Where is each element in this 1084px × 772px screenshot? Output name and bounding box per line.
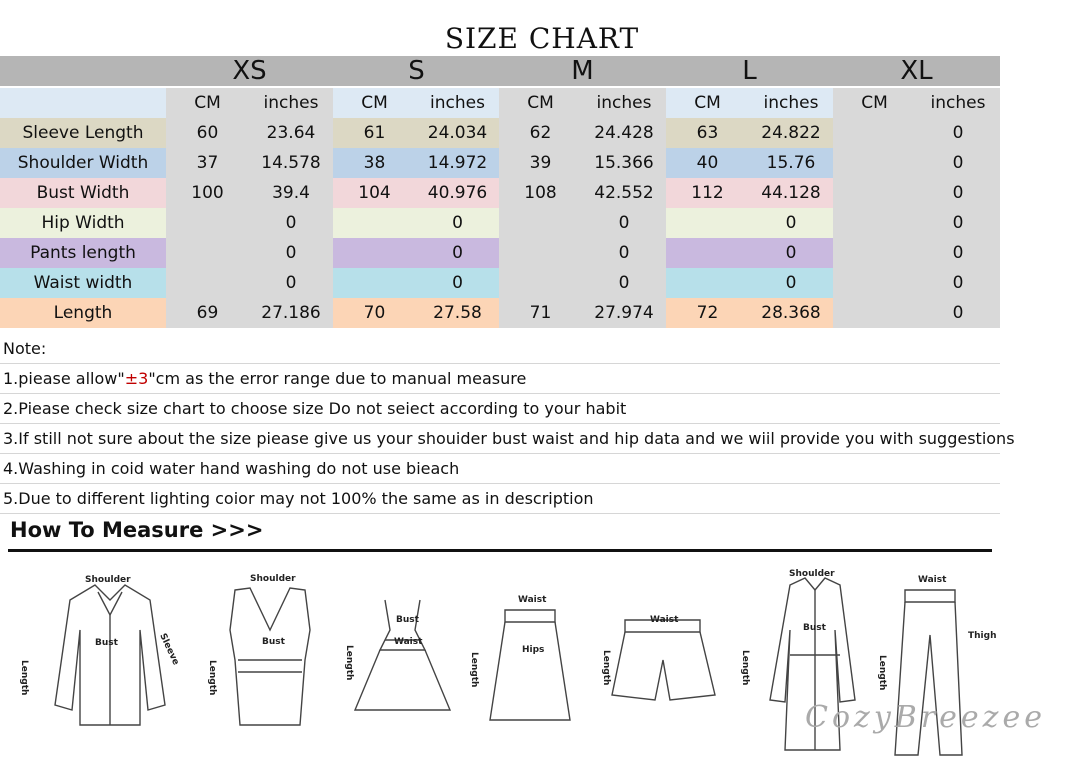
table-cell: 72 — [666, 298, 749, 328]
table-cell: 15.366 — [582, 148, 666, 178]
table-cell: 44.128 — [749, 178, 833, 208]
note-5: 5.Due to different lighting coior may not 100% the same as in description — [0, 484, 1000, 514]
svg-text:Length: Length — [601, 650, 611, 686]
table-cell: 0 — [916, 238, 1000, 268]
table-cell: 108 — [499, 178, 582, 208]
table-cell — [833, 238, 916, 268]
size-xl: XL — [900, 56, 933, 86]
table-cell: 15.76 — [749, 148, 833, 178]
note-1: 1.piease allow"±3"cm as the error range due to manual measure — [0, 364, 1000, 394]
table-cell — [499, 208, 582, 238]
table-cell: 0 — [416, 208, 499, 238]
unit-cm: CM — [499, 88, 582, 118]
svg-text:Length: Length — [19, 660, 29, 696]
table-cell — [333, 238, 416, 268]
table-cell: 69 — [166, 298, 249, 328]
size-table — [0, 88, 1000, 328]
table-cell: 0 — [416, 238, 499, 268]
table-row — [0, 298, 1000, 328]
table-cell — [833, 118, 916, 148]
table-cell: 0 — [916, 268, 1000, 298]
table-cell: 0 — [749, 208, 833, 238]
unit-inches: inches — [916, 88, 1000, 118]
table-cell — [666, 208, 749, 238]
table-cell: 61 — [333, 118, 416, 148]
table-cell — [166, 208, 249, 238]
table-cell — [333, 268, 416, 298]
table-cell: 0 — [416, 268, 499, 298]
note-4: 4.Washing in coid water hand washing do not use bieach — [0, 454, 1000, 484]
divider — [8, 549, 992, 552]
table-cell: 71 — [499, 298, 582, 328]
note-3: 3.If still not sure about the size piease give us your shouider bust waist and hip data and we wiil provide you with suggestions — [0, 424, 1000, 454]
skirt-icon — [490, 610, 570, 720]
table-cell: 40 — [666, 148, 749, 178]
table-cell: 0 — [249, 268, 333, 298]
row-label: Shoulder Width — [0, 148, 166, 178]
table-cell: 39 — [499, 148, 582, 178]
table-cell — [499, 268, 582, 298]
table-cell: 0 — [916, 208, 1000, 238]
size-l: L — [742, 56, 757, 86]
watermark: CozyBreezee — [805, 700, 1046, 735]
table-cell — [333, 208, 416, 238]
blouse-icon — [55, 585, 165, 725]
table-cell — [833, 148, 916, 178]
table-cell: 112 — [666, 178, 749, 208]
table-cell: 63 — [666, 118, 749, 148]
table-cell: 14.972 — [416, 148, 499, 178]
table-cell — [833, 208, 916, 238]
size-xs: XS — [232, 56, 267, 86]
table-cell: 0 — [249, 208, 333, 238]
error-range-value: ±3 — [124, 369, 149, 388]
table-cell: 37 — [166, 148, 249, 178]
table-cell: 0 — [249, 238, 333, 268]
unit-inches: inches — [416, 88, 499, 118]
table-cell: 38 — [333, 148, 416, 178]
unit-inches: inches — [249, 88, 333, 118]
size-m: M — [571, 56, 594, 86]
row-label: Pants length — [0, 238, 166, 268]
svg-text:Sleeve: Sleeve — [157, 632, 181, 667]
how-to-measure-heading: How To Measure >>> — [10, 518, 264, 542]
svg-text:Thigh: Thigh — [968, 631, 997, 641]
svg-text:Bust: Bust — [396, 615, 419, 625]
svg-text:Length: Length — [469, 652, 479, 688]
vest-icon — [230, 588, 310, 725]
table-cell — [666, 268, 749, 298]
table-row — [0, 268, 1000, 298]
table-cell: 100 — [166, 178, 249, 208]
svg-text:Shoulder: Shoulder — [789, 569, 835, 579]
measurement-illustrations — [0, 560, 1000, 770]
table-row — [0, 238, 1000, 268]
row-label: Length — [0, 298, 166, 328]
table-cell — [499, 238, 582, 268]
table-cell: 27.58 — [416, 298, 499, 328]
table-cell — [166, 268, 249, 298]
table-cell: 0 — [916, 118, 1000, 148]
unit-inches: inches — [582, 88, 666, 118]
svg-text:Waist: Waist — [650, 615, 679, 625]
table-cell: 40.976 — [416, 178, 499, 208]
row-label: Hip Width — [0, 208, 166, 238]
note-2: 2.Piease check size chart to choose size Do not seiect according to your habit — [0, 394, 1000, 424]
unit-header-row — [0, 88, 1000, 118]
unit-cm: CM — [166, 88, 249, 118]
table-cell: 62 — [499, 118, 582, 148]
table-cell: 0 — [749, 238, 833, 268]
svg-text:Bust: Bust — [95, 638, 118, 648]
svg-text:Length: Length — [740, 650, 750, 686]
table-cell: 14.578 — [249, 148, 333, 178]
row-label: Bust Width — [0, 178, 166, 208]
svg-text:Bust: Bust — [262, 637, 285, 647]
table-cell: 24.822 — [749, 118, 833, 148]
table-cell: 39.4 — [249, 178, 333, 208]
table-cell: 24.428 — [582, 118, 666, 148]
row-label-empty — [0, 88, 166, 118]
table-cell: 0 — [582, 268, 666, 298]
table-cell: 0 — [582, 208, 666, 238]
svg-text:Length: Length — [344, 645, 354, 681]
row-label: Waist width — [0, 268, 166, 298]
svg-text:Length: Length — [877, 655, 887, 691]
svg-text:Length: Length — [207, 660, 217, 696]
unit-cm: CM — [333, 88, 416, 118]
table-row — [0, 118, 1000, 148]
svg-text:Hips: Hips — [522, 645, 545, 655]
page-title: SIZE CHART — [444, 22, 640, 55]
note-heading: Note: — [0, 334, 1000, 364]
table-row — [0, 208, 1000, 238]
unit-cm: CM — [666, 88, 749, 118]
svg-text:Shoulder: Shoulder — [85, 575, 131, 585]
svg-text:Bust: Bust — [803, 623, 826, 633]
svg-text:Waist: Waist — [518, 595, 547, 605]
table-cell: 0 — [582, 238, 666, 268]
table-cell: 0 — [916, 178, 1000, 208]
table-cell: 0 — [749, 268, 833, 298]
table-cell: 28.368 — [749, 298, 833, 328]
table-cell — [833, 268, 916, 298]
unit-inches: inches — [749, 88, 833, 118]
table-cell — [833, 298, 916, 328]
table-cell: 104 — [333, 178, 416, 208]
table-cell: 42.552 — [582, 178, 666, 208]
table-row — [0, 178, 1000, 208]
table-cell: 0 — [916, 298, 1000, 328]
table-cell — [166, 238, 249, 268]
table-cell: 70 — [333, 298, 416, 328]
row-label: Sleeve Length — [0, 118, 166, 148]
size-s: S — [408, 56, 425, 86]
svg-text:Waist: Waist — [918, 575, 947, 585]
svg-text:Waist: Waist — [394, 637, 423, 647]
table-cell: 23.64 — [249, 118, 333, 148]
table-cell — [666, 238, 749, 268]
shorts-icon — [612, 620, 715, 700]
table-cell — [833, 178, 916, 208]
unit-cm: CM — [833, 88, 916, 118]
table-row — [0, 148, 1000, 178]
svg-text:Shoulder: Shoulder — [250, 574, 296, 584]
table-cell: 27.186 — [249, 298, 333, 328]
table-cell: 60 — [166, 118, 249, 148]
table-cell: 24.034 — [416, 118, 499, 148]
table-cell: 0 — [916, 148, 1000, 178]
table-cell: 27.974 — [582, 298, 666, 328]
size-header-band — [0, 56, 1000, 86]
